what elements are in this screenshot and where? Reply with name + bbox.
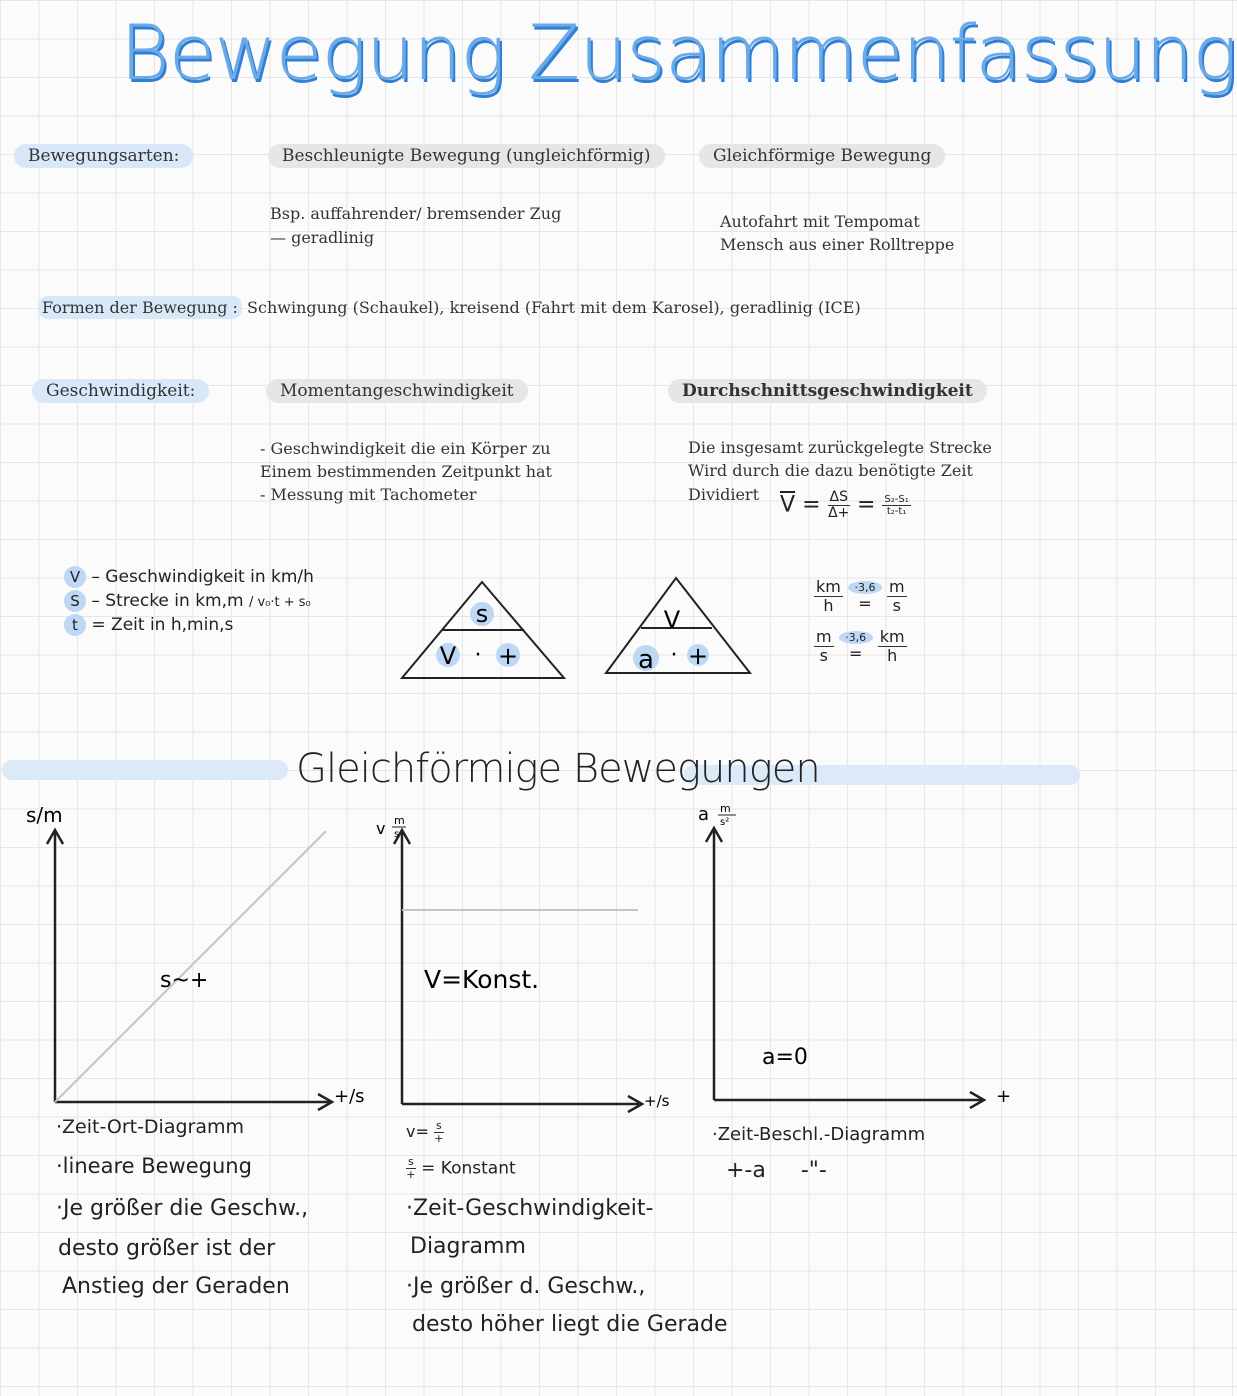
d1-note-3: ·Je größer die Geschw., (56, 1196, 309, 1221)
frac2-num: S₂-S₁ (884, 494, 909, 505)
d3-line-label: a=0 (762, 1045, 808, 1070)
d1-note-1: ·Zeit-Ort-Diagramm (56, 1116, 245, 1138)
moment-heading: Momentangeschwindigkeit (266, 379, 528, 403)
beschleunigt-line1: Bsp. auffahrender/ bremsender Zug (270, 204, 562, 223)
conv1-rnum: m (889, 577, 905, 596)
d1-data-line (55, 831, 326, 1102)
t2-right: + (687, 642, 709, 670)
formula-frac2 (882, 494, 910, 517)
d2-formula-v: v= (406, 1122, 429, 1141)
d2-note-4: desto höher liegt die Gerade (412, 1312, 728, 1337)
d1-xlabel: +/s (334, 1086, 365, 1107)
d2-xlabel: +/s (644, 1092, 670, 1110)
moment-line3: - Messung mit Tachometer (260, 485, 477, 504)
legend-s (64, 590, 311, 612)
d2-konstant (406, 1156, 516, 1181)
formula-v: $\overline{V}$ (780, 492, 796, 518)
legend-v (64, 566, 314, 588)
d2-note-3: ·Je größer d. Geschw., (406, 1274, 646, 1299)
moment-line2: Einem bestimmenden Zeitpunkt hat (260, 462, 552, 481)
formula-eq2: = (856, 492, 876, 518)
conv2-rden: h (887, 646, 898, 665)
legend-v-letter: V (64, 566, 86, 588)
conv2-den: s (819, 646, 828, 665)
t2-dot: · (670, 643, 678, 668)
legend-s-letter: S (64, 590, 86, 612)
bewegungsarten-label: Bewegungsarten: (14, 144, 193, 168)
conv2-left (814, 628, 834, 665)
d2-note-1: ·Zeit-Geschwindigkeit- (406, 1196, 654, 1221)
triangle-s-v-t (398, 578, 568, 683)
gleichfoermig-line1: Autofahrt mit Tempomat (720, 212, 920, 231)
durchschnitt-line1: Die insgesamt zurückgelegte Strecke (688, 438, 992, 457)
formen-text: Schwingung (Schaukel), kreisend (Fahrt mit dem Karosel), geradlinig (ICE) (247, 298, 861, 317)
d2-konst-text: = Konstant (421, 1158, 516, 1179)
legend-v-text: – Geschwindigkeit in km/h (91, 567, 314, 587)
diagram-zeit-beschleunigung (690, 798, 1020, 1108)
d3-xlabel: + (996, 1086, 1012, 1107)
section-bar-left (2, 760, 288, 780)
d3-ylabel-a: a (698, 804, 710, 825)
conversion-row-2 (814, 628, 907, 665)
durchschnitt-line3: Dividiert (688, 485, 760, 504)
beschleunigt-heading: Beschleunigte Bewegung (ungleichförmig) (268, 144, 665, 168)
d3-ylabel-num: m (720, 802, 731, 815)
d2-ylabel-v: v (376, 819, 386, 838)
durchschnitt-heading: Durchschnittsgeschwindigkeit (668, 379, 987, 403)
formen-row (38, 298, 861, 317)
conv2-num: m (816, 627, 832, 646)
d2-konst-frac (406, 1156, 416, 1181)
t1-right: + (497, 642, 519, 670)
d1-line-label: s~+ (160, 968, 209, 993)
conv1-rden: s (892, 596, 902, 615)
conv1-left (814, 578, 843, 615)
d2-formula (406, 1120, 444, 1145)
t2-top: V (663, 606, 681, 634)
formen-label: Formen der Bewegung : (38, 296, 242, 319)
beschleunigt-line2: — geradlinig (270, 228, 375, 247)
gleichfoermig-heading: Gleichförmige Bewegung (699, 144, 945, 168)
d2-konst-den: + (406, 1168, 416, 1181)
legend-s-extra: / v₀·t + s₀ (248, 595, 311, 610)
d1-note-5: Anstieg der Geraden (62, 1274, 290, 1299)
t1-left: V (439, 642, 457, 670)
conversion-row-1 (814, 578, 907, 615)
frac2-den: t₂-t₁ (886, 506, 907, 517)
d2-ylabel-num: m (394, 814, 405, 827)
conv2-mid (839, 631, 873, 663)
page-title: Bewegung Zusammenfassung (120, 8, 1237, 97)
conv2-rnum: km (879, 627, 905, 646)
conv2-eq: = (848, 643, 863, 663)
d3-ylabel-den: s² (720, 817, 730, 828)
conv2-op: ·3,6 (839, 631, 873, 644)
legend-s-text: – Strecke in km,m (91, 591, 244, 611)
d2-konst-num: s (408, 1155, 414, 1168)
d3-note-1: ·Zeit-Beschl.-Diagramm (712, 1124, 926, 1145)
d1-note-4: desto größer ist der (58, 1236, 276, 1261)
conv1-right (887, 578, 907, 615)
section2-title: Gleichförmige Bewegungen (296, 746, 820, 792)
conv1-mid (848, 581, 882, 613)
frac1-den: Δ+ (828, 505, 850, 521)
d2-formula-num: s (435, 1119, 442, 1132)
legend-t-text: = Zeit in h,min,s (91, 615, 234, 635)
d1-note-2: ·lineare Bewegung (56, 1154, 252, 1178)
durchschnitt-formula (780, 490, 911, 521)
t1-top: s (475, 600, 489, 628)
conv2-right (878, 628, 907, 665)
conv1-eq: = (858, 593, 872, 613)
diagram-zeit-geschwindigkeit (370, 800, 680, 1110)
conv1-op: ·3,6 (848, 581, 882, 594)
d2-ylabel-den: s (394, 829, 400, 840)
frac1-num: ΔS (829, 489, 848, 505)
d2-note-2: Diagramm (410, 1234, 526, 1259)
legend-t-letter: t (64, 614, 86, 636)
diagram-zeit-ort (20, 800, 380, 1120)
moment-line1: - Geschwindigkeit die ein Körper zu (260, 439, 551, 458)
t2-left: a (638, 645, 654, 675)
d2-line-label: V=Konst. (424, 965, 540, 994)
d3-note-2: +-a -"- (726, 1158, 827, 1183)
legend-t (64, 614, 233, 636)
formula-frac1 (828, 490, 850, 521)
durchschnitt-line2: Wird durch die dazu benötigte Zeit (688, 461, 973, 480)
geschwindigkeit-label: Geschwindigkeit: (32, 379, 209, 403)
conv1-den: h (823, 596, 834, 615)
formula-eq1: = (802, 492, 821, 518)
t1-dot: · (474, 643, 482, 668)
conv1-num: km (816, 577, 841, 596)
d2-formula-den: + (434, 1132, 444, 1145)
triangle-v-a-t (602, 574, 754, 678)
d2-formula-frac (434, 1120, 444, 1145)
d1-ylabel: s/m (26, 803, 63, 827)
gleichfoermig-line2: Mensch aus einer Rolltreppe (720, 235, 955, 254)
